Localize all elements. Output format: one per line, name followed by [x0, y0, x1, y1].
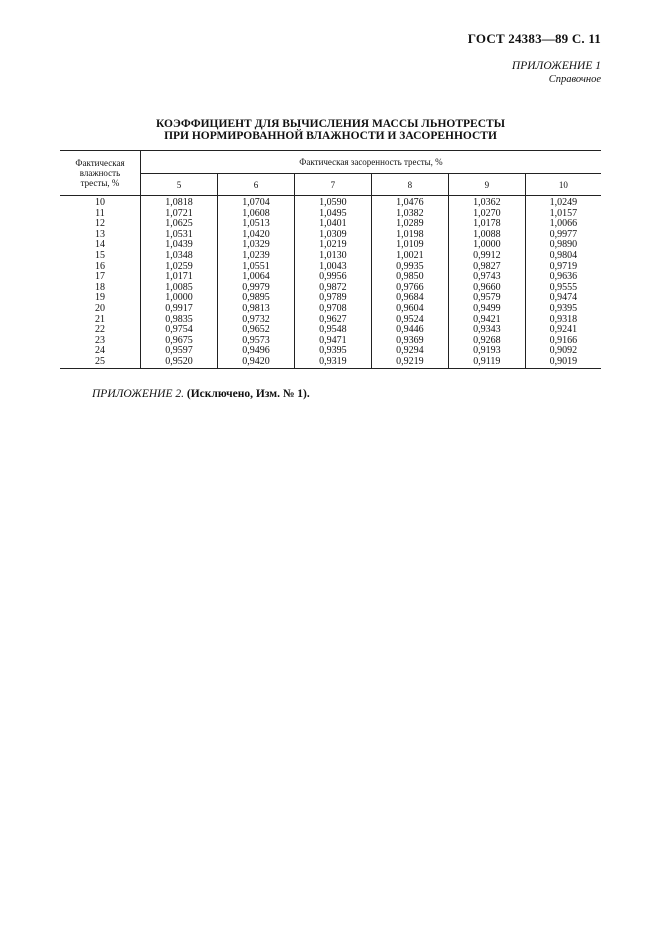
coefficient-cell: 0,9636 — [525, 272, 601, 283]
table-title-line-2: ПРИ НОРМИРОВАННОЙ ВЛАЖНОСТИ И ЗАСОРЕННОСТИ — [164, 130, 497, 142]
table-title-line-1: КОЭФФИЦИЕНТ ДЛЯ ВЫЧИСЛЕНИЯ МАССЫ ЛЬНОТРЕСТЫ — [156, 118, 505, 130]
coefficient-cell: 0,9241 — [525, 325, 601, 336]
humidity-cell: 21 — [60, 315, 141, 326]
contamination-column-header: 7 — [294, 174, 371, 196]
coefficient-cell: 1,0551 — [217, 262, 294, 273]
coefficient-cell: 1,0590 — [294, 196, 371, 209]
coefficient-cell: 0,9219 — [371, 357, 448, 368]
humidity-cell: 15 — [60, 251, 141, 262]
coefficient-table — [60, 150, 601, 369]
coefficient-cell: 0,9499 — [448, 304, 525, 315]
coefficient-cell: 1,0178 — [448, 219, 525, 230]
coefficient-cell: 0,9835 — [165, 313, 193, 325]
coefficient-cell: 1,0531 — [165, 228, 193, 240]
coefficient-cell: 1,0021 — [371, 251, 448, 262]
coefficient-cell: 0,9719 — [525, 262, 601, 273]
table-row — [60, 304, 601, 315]
coefficient-cell: 1,0362 — [448, 196, 525, 209]
coefficient-cell: 0,9684 — [371, 293, 448, 304]
coefficient-cell: 1,0309 — [294, 230, 371, 241]
coefficient-cell: 1,0329 — [217, 240, 294, 251]
coefficient-cell: 0,9548 — [294, 325, 371, 336]
coefficient-cell: 1,0513 — [217, 219, 294, 230]
coefficient-cell: 0,9675 — [165, 334, 193, 346]
humidity-cell: 14 — [60, 240, 141, 251]
coefficient-cell: 0,9294 — [371, 346, 448, 357]
coefficient-cell: 0,9520 — [141, 357, 218, 368]
coefficient-cell: 0,9166 — [525, 336, 601, 347]
coefficient-cell: 0,9660 — [448, 283, 525, 294]
appendix-2-text: (Исключено, Изм. № 1). — [186, 388, 310, 400]
coefficient-cell: 1,0066 — [525, 219, 601, 230]
contamination-column-header: 10 — [525, 174, 601, 196]
coefficient-cell: 0,9573 — [217, 336, 294, 347]
coefficient-cell: 0,9471 — [294, 336, 371, 347]
humidity-cell: 10 — [60, 196, 141, 209]
coefficient-cell: 0,9597 — [165, 345, 193, 357]
coefficient-cell: 0,9912 — [448, 251, 525, 262]
coefficient-cell: 0,9827 — [448, 262, 525, 273]
coefficient-cell: 1,0000 — [448, 240, 525, 251]
coefficient-cell: 0,9343 — [448, 325, 525, 336]
coefficient-cell: 1,0382 — [371, 209, 448, 220]
coefficient-cell: 0,9890 — [525, 240, 601, 251]
coefficient-cell: 0,9019 — [525, 357, 601, 368]
coefficient-cell: 1,0439 — [165, 239, 193, 251]
contamination-group-header: Фактическая засоренность тресты, % — [141, 151, 602, 174]
coefficient-cell: 1,0420 — [217, 230, 294, 241]
coefficient-cell: 0,9555 — [525, 283, 601, 294]
coefficient-cell: 0,9743 — [448, 272, 525, 283]
contamination-column-header: 8 — [371, 174, 448, 196]
coefficient-cell: 0,9956 — [294, 272, 371, 283]
coefficient-cell: 0,9732 — [217, 315, 294, 326]
coefficient-cell: 1,0259 — [165, 260, 193, 272]
humidity-cell: 17 — [60, 272, 141, 283]
coefficient-cell: 0,9524 — [371, 315, 448, 326]
coefficient-cell: 0,9917 — [165, 302, 193, 314]
coefficient-cell: 0,9895 — [217, 293, 294, 304]
coefficient-cell: 0,9395 — [525, 304, 601, 315]
coefficient-cell: 1,0721 — [165, 207, 193, 219]
appendix-type: Справочное — [548, 74, 601, 85]
page-header: ГОСТ 24383—89 С. 11 — [467, 31, 601, 46]
coefficient-cell: 1,0704 — [217, 196, 294, 209]
humidity-cell: 23 — [60, 336, 141, 347]
humidity-cell: 11 — [60, 209, 141, 220]
coefficient-cell: 0,9977 — [525, 230, 601, 241]
contamination-column-header: 6 — [217, 174, 294, 196]
coefficient-cell: 0,9420 — [217, 357, 294, 368]
humidity-cell: 19 — [60, 293, 141, 304]
coefficient-cell: 0,9496 — [217, 346, 294, 357]
coefficient-cell: 0,9627 — [294, 315, 371, 326]
coefficient-cell: 0,9421 — [448, 315, 525, 326]
humidity-cell: 13 — [60, 230, 141, 241]
coefficient-cell: 0,9813 — [217, 304, 294, 315]
coefficient-cell: 1,0476 — [371, 196, 448, 209]
coefficient-cell: 1,0818 — [165, 197, 193, 208]
humidity-header-line-2: влажность — [79, 168, 121, 178]
coefficient-cell: 1,0157 — [525, 209, 601, 220]
coefficient-cell: 1,0198 — [371, 230, 448, 241]
coefficient-cell: 0,9872 — [294, 283, 371, 294]
humidity-header-line-3: тресты, % — [80, 178, 120, 188]
coefficient-cell: 0,9979 — [217, 283, 294, 294]
table-title — [60, 118, 601, 142]
coefficient-cell: 1,0348 — [165, 249, 193, 261]
coefficient-cell: 0,9193 — [448, 346, 525, 357]
humidity-cell: 16 — [60, 262, 141, 273]
coefficient-cell: 0,9268 — [448, 336, 525, 347]
humidity-cell: 12 — [60, 219, 141, 230]
coefficient-cell: 1,0000 — [165, 292, 193, 304]
coefficient-cell: 1,0239 — [217, 251, 294, 262]
coefficient-cell: 0,9579 — [448, 293, 525, 304]
table-row — [60, 196, 601, 209]
coefficient-cell: 1,0289 — [371, 219, 448, 230]
coefficient-cell: 0,9754 — [165, 324, 193, 336]
coefficient-cell: 1,0109 — [371, 240, 448, 251]
humidity-cell: 20 — [60, 304, 141, 315]
coefficient-cell: 1,0219 — [294, 240, 371, 251]
coefficient-cell: 1,0249 — [525, 196, 601, 209]
contamination-column-header: 5 — [141, 174, 218, 196]
humidity-header-line-1: Фактическая — [75, 158, 125, 168]
coefficient-cell: 1,0088 — [448, 230, 525, 241]
coefficient-cell: 0,9804 — [525, 251, 601, 262]
coefficient-cell: 0,9604 — [371, 304, 448, 315]
coefficient-cell: 0,9708 — [294, 304, 371, 315]
coefficient-cell: 0,9766 — [371, 283, 448, 294]
coefficient-cell: 1,0171 — [165, 271, 193, 283]
coefficient-cell: 1,0625 — [165, 218, 193, 230]
coefficient-cell: 1,0130 — [294, 251, 371, 262]
coefficient-cell: 1,0401 — [294, 219, 371, 230]
humidity-cell: 25 — [60, 357, 141, 368]
coefficient-cell: 0,9318 — [525, 315, 601, 326]
contamination-column-header: 9 — [448, 174, 525, 196]
coefficient-cell: 0,9850 — [371, 272, 448, 283]
appendix-label-block — [512, 60, 601, 86]
coefficient-cell: 1,0085 — [165, 281, 193, 293]
coefficient-cell: 0,9474 — [525, 293, 601, 304]
humidity-cell: 18 — [60, 283, 141, 294]
coefficient-cell: 0,9119 — [448, 357, 525, 368]
coefficient-cell: 1,0043 — [294, 262, 371, 273]
humidity-cell: 24 — [60, 346, 141, 357]
humidity-column-header — [60, 151, 141, 196]
table-row — [60, 357, 601, 368]
coefficient-cell: 0,9319 — [294, 357, 371, 368]
appendix-2-note — [92, 388, 310, 400]
coefficient-cell: 1,0270 — [448, 209, 525, 220]
coefficient-cell: 0,9092 — [525, 346, 601, 357]
appendix-label: ПРИЛОЖЕНИЕ 1 — [511, 60, 601, 72]
coefficient-cell: 1,0064 — [217, 272, 294, 283]
coefficient-cell: 0,9935 — [371, 262, 448, 273]
appendix-2-label: ПРИЛОЖЕНИЕ 2. — [92, 388, 184, 400]
coefficient-cell: 0,9789 — [294, 293, 371, 304]
table-body — [60, 196, 601, 369]
humidity-cell: 22 — [60, 325, 141, 336]
contamination-column-headers — [60, 174, 601, 196]
coefficient-cell: 0,9369 — [371, 336, 448, 347]
coefficient-cell: 1,0495 — [294, 209, 371, 220]
coefficient-cell: 0,9446 — [371, 325, 448, 336]
coefficient-cell: 0,9395 — [294, 346, 371, 357]
table-row — [60, 251, 601, 262]
coefficient-cell: 0,9652 — [217, 325, 294, 336]
coefficient-cell: 1,0608 — [217, 209, 294, 220]
